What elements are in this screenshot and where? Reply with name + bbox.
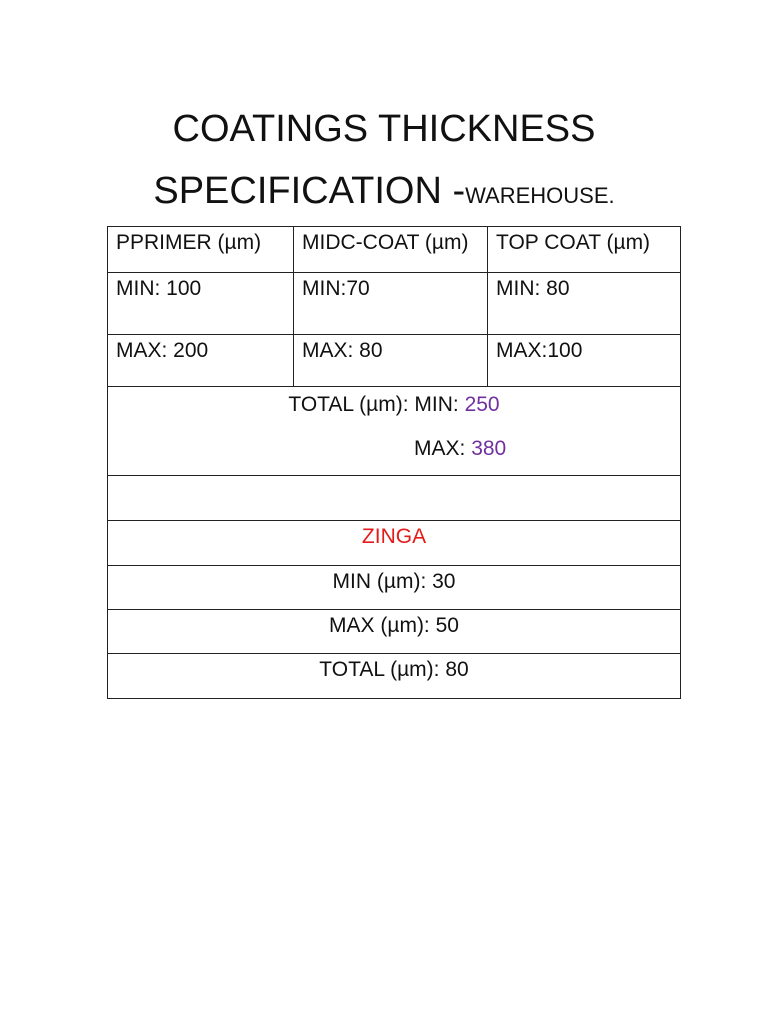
table-row-zinga xyxy=(108,521,681,566)
zinga-total: TOTAL (µm): 80 xyxy=(108,654,681,699)
topcoat-max: MAX:100 xyxy=(488,335,681,387)
title-specification: SPECIFICATION - xyxy=(153,170,466,212)
total-max-line xyxy=(116,435,672,463)
midcoat-min: MIN:70 xyxy=(294,273,488,335)
table-row-zinga-max xyxy=(108,610,681,654)
table-row-zinga-min xyxy=(108,566,681,610)
total-min-label: TOTAL (µm): MIN: xyxy=(288,393,465,416)
title-warehouse: WAREHOUSE. xyxy=(465,183,615,208)
zinga-min: MIN (µm): 30 xyxy=(108,566,681,610)
table-row-min xyxy=(108,273,681,335)
table-header-row xyxy=(108,227,681,273)
coatings-spec-table xyxy=(107,226,681,699)
title-line-2 xyxy=(0,160,768,227)
title-line-1: COATINGS THICKNESS xyxy=(172,108,596,150)
topcoat-min: MIN: 80 xyxy=(488,273,681,335)
table-row-zinga-total xyxy=(108,654,681,699)
total-max-value: 380 xyxy=(471,437,507,460)
midcoat-max: MAX: 80 xyxy=(294,335,488,387)
zinga-max: MAX (µm): 50 xyxy=(108,610,681,654)
total-min-line xyxy=(116,391,672,419)
primer-min: MIN: 100 xyxy=(108,273,294,335)
total-cell xyxy=(108,387,681,476)
total-min-value: 250 xyxy=(464,393,500,416)
header-topcoat: TOP COAT (µm) xyxy=(488,227,681,273)
document-title xyxy=(0,98,768,227)
total-max-label: MAX: xyxy=(414,437,472,460)
table-row-total xyxy=(108,387,681,476)
header-midcoat: MIDC-COAT (µm) xyxy=(294,227,488,273)
header-primer: PPRIMER (µm) xyxy=(108,227,294,273)
zinga-label: ZINGA xyxy=(108,521,681,566)
table-row-max xyxy=(108,335,681,387)
blank-cell xyxy=(108,476,681,521)
table-row-blank xyxy=(108,476,681,521)
primer-max: MAX: 200 xyxy=(108,335,294,387)
